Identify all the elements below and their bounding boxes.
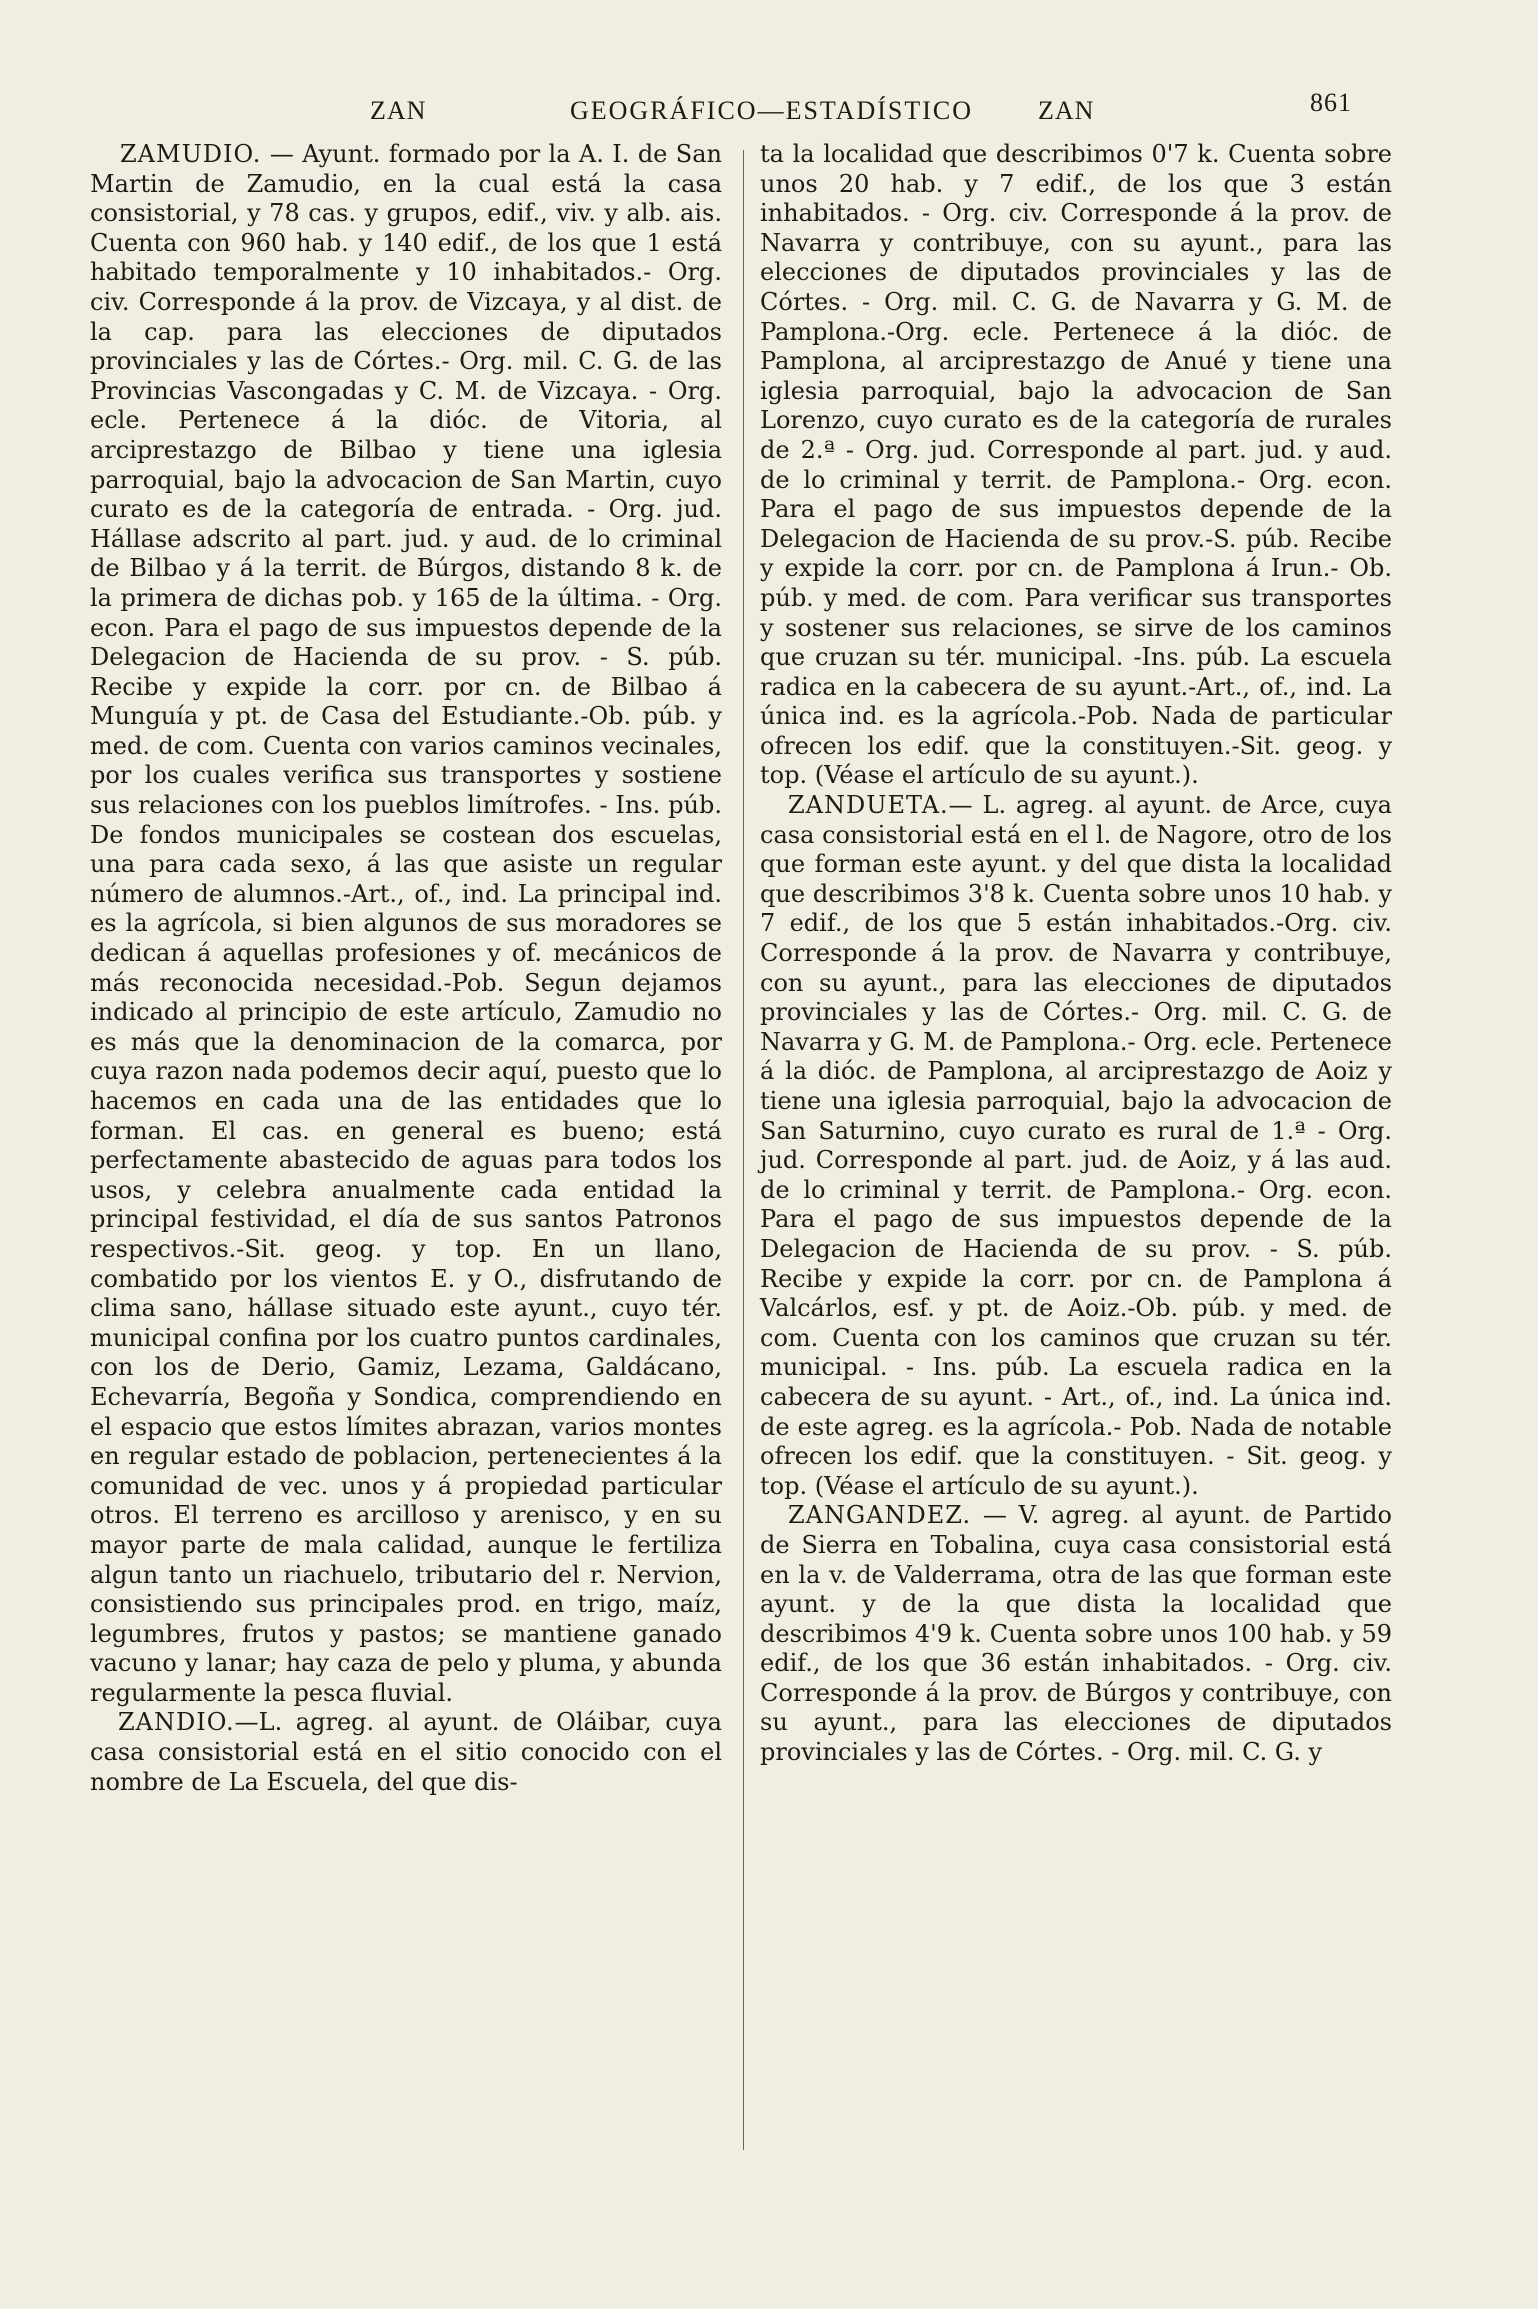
entry-zangandez xyxy=(760,1501,1392,1767)
entry-zandueta xyxy=(760,791,1392,1501)
entry-zandio-continuation xyxy=(760,140,1392,791)
header-left-keyword: ZAN xyxy=(370,96,427,125)
header-title: GEOGRÁFICO—ESTADÍSTICO xyxy=(570,96,974,125)
entry-text-zangandez: — V. agreg. al ayunt. de Partido de Sierra en Tobalina, cuya casa consistorial está en la v. de Valderrama, otra de las que forman este ayunt. y de la que dista la localidad que describimos 4'9 k. Cuenta sobre unos 100 hab. y 59 edif., de los que 36 están inhabitados. - Org. civ. Corresponde á la prov. de Búrgos y contribuye, con su ayunt., para las elecciones de diputados provinciales y las de Córtes. - Org. mil. C. G. y xyxy=(760,1501,1392,1767)
header-right-keyword: ZAN xyxy=(1038,96,1095,125)
entry-zandio xyxy=(90,1708,722,1797)
page-number: 861 xyxy=(1310,88,1352,117)
headword-zamudio: ZAMUDIO. xyxy=(120,140,262,168)
headword-zandueta: ZANDUETA. xyxy=(788,791,949,820)
page-header xyxy=(90,88,1448,128)
left-column xyxy=(90,140,722,1797)
entry-zamudio xyxy=(90,140,722,1708)
entry-text-zamudio: — Ayunt. formado por la A. I. de San Martin de Zamudio, en la cual está la casa consistorial, y 78 cas. y grupos, edif., viv. y alb. ais. Cuenta con 960 hab. y 140 edif., de los que 1 está habitado temporalmente y 10 inhabitados.- Org. civ. Corresponde á la prov. de Vizcaya, y al dist. de la cap. para las elecciones de diputados provinciales y las de Córtes.- Org. mil. C. G. de las Provincias Vascongadas y C. M. de Vizcaya. - Org. ecle. Pertenece á la dióc. de Vitoria, al arciprestazgo de Bilbao y tiene una iglesia parroquial, bajo la advocacion de San Martin, cuyo curato es de la categoría de entrada. - Org. jud. Hállase adscrito al part. jud. y aud. de lo criminal de Bilbao y á la territ. de Búrgos, distando 8 k. de la primera de dichas pob. y 165 de la última. - Org. econ. Para el pago de sus impuestos depende de la Delegacion de Hacienda de su prov. - S. púb. Recibe y expide la corr. por cn. de Bilbao á Munguía y pt. de Casa del Estudiante.-Ob. púb. y med. de com. Cuenta con varios caminos vecinales, por los cuales verifica sus transportes y sostiene sus relaciones con los pueblos limítrofes. - Ins. púb. De fondos municipales se costean dos escuelas, una para cada sexo, á las que asiste un regular número de alumnos.-Art., of., ind. La principal ind. es la agrícola, si bien algunos de sus moradores se dedican á aquellas profesiones y of. mecánicos de más reconocida necesidad.-Pob. Segun dejamos indicado al principio de este artículo, Zamudio no es más que la denominacion de la comarca, por cuya razon nada podemos decir aquí, puesto que lo hacemos en cada una de las entidades que lo forman. El cas. en general es bueno; está perfectamente abastecido de aguas para todos los usos, y celebra anualmente cada entidad la principal festividad, el día de sus santos Patronos respectivos.-Sit. geog. y top. En un llano, combatido por los vientos E. y O., disfrutando de clima sano, hállase situado este ayunt., cuyo tér. municipal confina por los cuatro puntos cardinales, con los de Derio, Gamiz, Lezama, Galdácano, Echevarría, Begoña y Sondica, comprendiendo en el espacio que estos límites abrazan, varios montes en regular estado de poblacion, pertenecientes á la comunidad de vec. unos y á propiedad particular otros. El terreno es arcilloso y arenisco, y en su mayor parte de mala calidad, aunque le fertiliza algun tanto un riachuelo, tributario del r. Nervion, consistiendo sus principales prod. en trigo, maíz, legumbres, frutos y pastos; se mantiene ganado vacuno y lanar; hay caza de pelo y pluma, y abunda regularmente la pesca fluvial. xyxy=(90,140,722,1707)
headword-zangandez: ZANGANDEZ. xyxy=(788,1501,972,1530)
right-column xyxy=(760,140,1392,1768)
entry-text-zandueta: — L. agreg. al ayunt. de Arce, cuya casa consistorial está en el l. de Nagore, otro de los que forman este ayunt. y del que dista la localidad que describimos 3'8 k. Cuenta sobre unos 10 hab. y 7 edif., de los que 5 están inhabitados.-Org. civ. Corresponde á la prov. de Navarra y contribuye, con su ayunt., para las elecciones de diputados provinciales y las de Córtes.- Org. mil. C. G. de Navarra y G. M. de Pamplona.- Org. ecle. Pertenece á la dióc. de Pamplona, al arciprestazgo de Aoiz y tiene una iglesia parroquial, bajo la advocacion de San Saturnino, cuyo curato es rural de 1.ª - Org. jud. Corresponde al part. jud. de Aoiz, y á las aud. de lo criminal y territ. de Pamplona.- Org. econ. Para el pago de sus impuestos depende de la Delegacion de Hacienda de su prov. - S. púb. Recibe y expide la corr. por cn. de Pamplona á Valcárlos, esf. y pt. de Aoiz.-Ob. púb. y med. de com. Cuenta con los caminos que cruzan su tér. municipal. - Ins. púb. La escuela radica en la cabecera de su ayunt. - Art., of., ind. La única ind. de este agreg. es la agrícola.- Pob. Nada de notable ofrecen los edif. que la constituyen. - Sit. geog. y top. (Véase el artículo de su ayunt.). xyxy=(760,791,1392,1500)
entry-text-zandio: —L. agreg. al ayunt. de Oláibar, cuya casa consistorial está en el sitio conocido con el nombre de La Escuela, del que dis- xyxy=(90,1708,722,1796)
column-divider xyxy=(743,150,744,2150)
headword-zandio: ZANDIO. xyxy=(118,1708,235,1737)
entry-text-zandio-continued: ta la localidad que describimos 0'7 k. Cuenta sobre unos 20 hab. y 7 edif., de los que 3 están inhabitados. - Org. civ. Corresponde á la prov. de Navarra y contribuye, con su ayunt., para las elecciones de diputados provinciales y las de Córtes. - Org. mil. C. G. de Navarra y G. M. de Pamplona.-Org. ecle. Pertenece á la dióc. de Pamplona, al arciprestazgo de Anué y tiene una iglesia parroquial, bajo la advocacion de San Lorenzo, cuyo curato es de la categoría de rurales de 2.ª - Org. jud. Corresponde al part. jud. y aud. de lo criminal y territ. de Pamplona.- Org. econ. Para el pago de sus impuestos depende de la Delegacion de Hacienda de su prov.-S. púb. Recibe y expide la corr. por cn. de Pamplona á Irun.- Ob. púb. y med. de com. Para verificar sus transportes y sostener sus relaciones, se sirve de los caminos que cruzan su tér. municipal. -Ins. púb. La escuela radica en la cabecera de su ayunt.-Art., of., ind. La única ind. es la agrícola.-Pob. Nada de particular ofrecen los edif. que la constituyen.-Sit. geog. y top. (Véase el artículo de su ayunt.). xyxy=(760,140,1392,790)
